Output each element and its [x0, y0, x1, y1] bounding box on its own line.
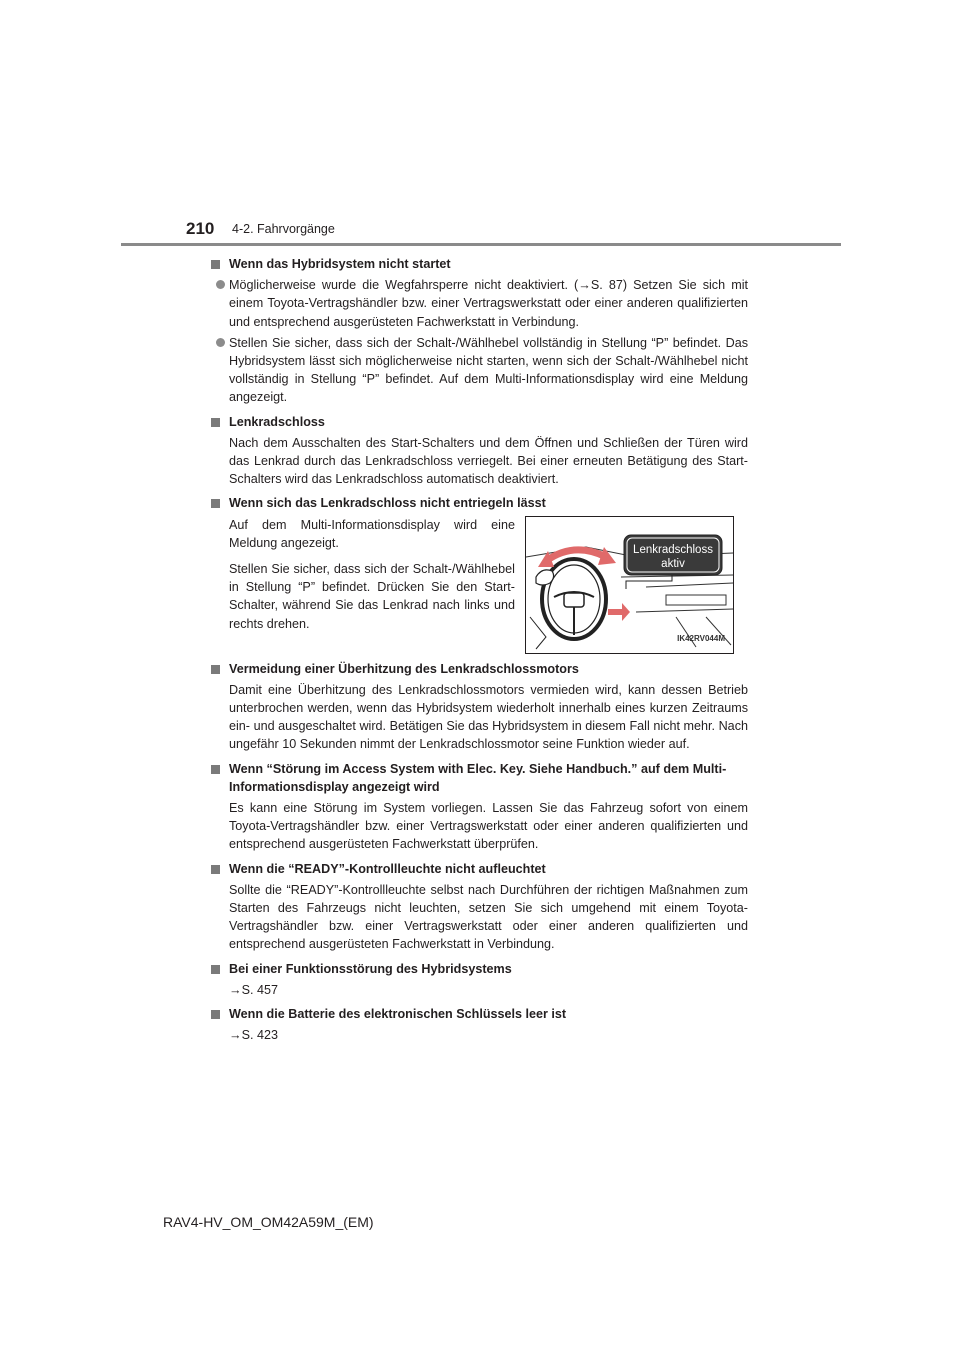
document-code: RAV4-HV_OM_OM42A59M_(EM) — [163, 1214, 374, 1230]
section-access-system-error — [208, 760, 748, 854]
heading-text: Lenkradschloss — [229, 414, 325, 429]
heading-text: Wenn “Störung im Access System with Elec. Key. Siehe Handbuch.” auf dem Multi-Informationsdisplay angezeigt wird — [229, 761, 727, 794]
heading-text: Wenn das Hybridsystem nicht startet — [229, 257, 451, 271]
bullet-item — [208, 334, 748, 407]
heading-text: Vermeidung einer Überhitzung des Lenkradschlossmotors — [229, 661, 579, 676]
heading-text: Bei einer Funktionsstörung des Hybridsystems — [229, 961, 512, 976]
section-text: Stellen Sie sicher, dass sich der Schalt-/Wählhebel in Stellung “P” befindet. Drücken Sie den Start-Schalter, während Sie das Lenkrad nach links und rechts drehen. — [229, 562, 515, 631]
bullet-text: Möglicherweise wurde die Wegfahrsperre nicht deaktiviert. (→S. 87) Setzen Sie sich mit einem Toyota-Vertragshändler bzw. einer Vertragswerkstatt oder einer anderen qualifizierten und entsprechend ausgerüsteten Fachwerkstatt in Verbindung. — [229, 278, 748, 329]
round-bullet-icon — [216, 338, 225, 347]
display-message-line2: aktiv — [661, 557, 685, 570]
heading-text: Wenn sich das Lenkradschloss nicht entriegeln lässt — [229, 496, 546, 511]
square-bullet-icon — [211, 1010, 220, 1019]
header-rule — [121, 243, 841, 246]
square-bullet-icon — [211, 965, 220, 974]
display-message-line1: Lenkradschloss — [633, 543, 713, 556]
square-bullet-icon — [211, 765, 220, 774]
figure-code: IK42RV044M — [677, 634, 725, 644]
section-text: Sollte die “READY”-Kontrollleuchte selbst nach Durchführen der richtigen Maßnahmen zum Starten des Fahrzeugs nicht leuchten, setzen Sie sich umgehend mit einem Toyota-Vertragshändler bzw. einer Vertragswerkstatt oder einer anderen qualifizierten und entsprechend ausgerüsteten Fachwerkstatt in Verbindung. — [229, 882, 748, 952]
section-steering-lock-not-releasing — [208, 494, 748, 653]
section-heading — [208, 760, 748, 796]
square-bullet-icon — [211, 665, 220, 674]
square-bullet-icon — [211, 418, 220, 427]
section-hybrid-not-starting — [208, 255, 748, 407]
page-reference: →S. 423 — [229, 1028, 279, 1043]
section-text: Nach dem Ausschalten des Start-Schalters und dem Öffnen und Schließen der Türen wird das Lenkrad durch das Lenkradschloss verriegelt. Bei einer erneuten Betätigung des Start-Schalters wird das Lenkradschloss automatisch deaktiviert. — [229, 435, 748, 487]
text-with-figure — [208, 516, 748, 654]
section-heading — [208, 255, 748, 273]
heading-text: Wenn die Batterie des elektronischen Schlüssels leer ist — [229, 1007, 567, 1022]
section-steering-lock — [208, 413, 748, 489]
section-ready-light — [208, 860, 748, 954]
bullet-item — [208, 276, 748, 331]
section-text: Auf dem Multi-Informationsdisplay wird eine Meldung angezeigt. — [229, 517, 515, 550]
page-number: 210 — [186, 219, 215, 238]
section-hybrid-malfunction — [208, 960, 748, 999]
bullet-text: Stellen Sie sicher, dass sich der Schalt-/Wählhebel vollständig in Stellung “P” befindet. Das Hybridsystem lässt sich möglicherweise nicht starten, wenn sich der Schalt-/Wählhebel nicht vollständig in Stellung “P” befindet. Auf dem Multi-Informationsdisplay wird eine Meldung angezeigt. — [229, 335, 748, 405]
section-heading — [208, 960, 748, 978]
section-heading — [208, 660, 748, 678]
figure-side-text — [208, 516, 515, 654]
section-overheating — [208, 660, 748, 754]
square-bullet-icon — [211, 499, 220, 508]
square-bullet-icon — [211, 260, 220, 269]
square-bullet-icon — [211, 865, 220, 874]
section-heading — [208, 1005, 748, 1023]
section-heading — [208, 860, 748, 878]
page-reference: →S. 457 — [229, 982, 279, 997]
round-bullet-icon — [216, 280, 225, 289]
section-label: 4-2. Fahrvorgänge — [232, 222, 335, 236]
section-heading — [208, 413, 748, 431]
heading-text: Wenn die “READY”-Kontrollleuchte nicht aufleuchtet — [229, 861, 546, 876]
section-key-battery — [208, 1005, 748, 1044]
section-text: Es kann eine Störung im System vorliegen. Lassen Sie das Fahrzeug sofort von einem Toyota-Vertragshändler bzw. einer Vertragswerkstatt oder einer anderen qualifizierten und entsprechend ausgerüsteten Fachwerkstatt überprüfen. — [229, 801, 748, 852]
steering-lock-illustration — [525, 516, 734, 654]
page-content — [208, 255, 748, 1051]
section-text: Damit eine Überhitzung des Lenkradschlossmotors vermieden wird, kann dessen Betrieb unterbrochen werden, wenn das Hybridsystem wiederholt innerhalb eines kurzen Zeitraums ein- und ausgeschaltet wird. Betätigen Sie das Hybridsystem in diesem Fall nicht mehr. Nach ungefähr 10 Sekunden nimmt der Lenkradschlossmotor seine Funktion wieder auf. — [229, 682, 748, 752]
section-heading — [208, 494, 748, 512]
